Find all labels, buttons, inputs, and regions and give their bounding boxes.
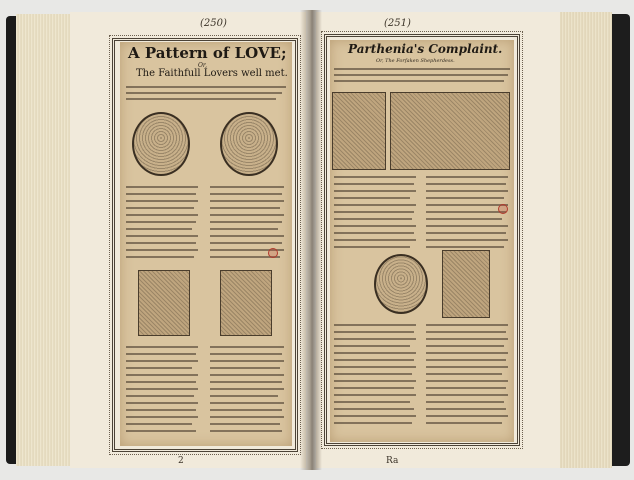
figure-woodcut-right [220, 270, 272, 336]
left-page [70, 12, 306, 468]
right-verse-lower-left [334, 324, 418, 436]
right-ballad-title: Parthenia's Complaint. [348, 42, 503, 56]
right-verse-upper-left [334, 176, 418, 258]
standing-figure-woodcut [442, 250, 490, 318]
right-ballad-subtitle: Or, The Forfaken Shepherdess. [376, 58, 455, 64]
shepherdess-woodcut [332, 92, 386, 170]
left-ballad-subtitle: The Faithfull Lovers well met. [136, 68, 288, 79]
book-gutter [300, 10, 322, 470]
library-stamp-right [498, 204, 508, 214]
left-signature-mark: 2 [178, 456, 184, 466]
portrait-woman-woodcut [220, 112, 278, 176]
right-intro-text [334, 66, 510, 88]
portrait-woodcut [374, 254, 428, 314]
portrait-man-woodcut [132, 112, 190, 176]
left-ballad-title: A Pattern of LOVE; [128, 44, 287, 62]
pastoral-scene-woodcut [390, 92, 510, 170]
left-intro-text [126, 84, 286, 104]
left-broadside-sheet [120, 42, 292, 446]
left-page-number: (250) [200, 18, 227, 29]
right-verse-lower-right [426, 324, 510, 436]
left-ballad-or: Or, [198, 62, 208, 69]
right-page-edges [556, 12, 612, 468]
right-signature-mark: Ra [386, 456, 399, 466]
right-page [316, 12, 560, 468]
left-verse-lower-left [126, 346, 200, 442]
right-broadside-sheet [330, 40, 514, 442]
left-page-edges [16, 14, 74, 466]
library-stamp-left [268, 248, 278, 258]
right-page-number: (251) [384, 18, 411, 29]
left-verse-lower-right [210, 346, 286, 442]
right-verse-upper-right [426, 176, 510, 258]
left-verse-upper-left [126, 186, 200, 266]
figure-woodcut-left [138, 270, 190, 336]
